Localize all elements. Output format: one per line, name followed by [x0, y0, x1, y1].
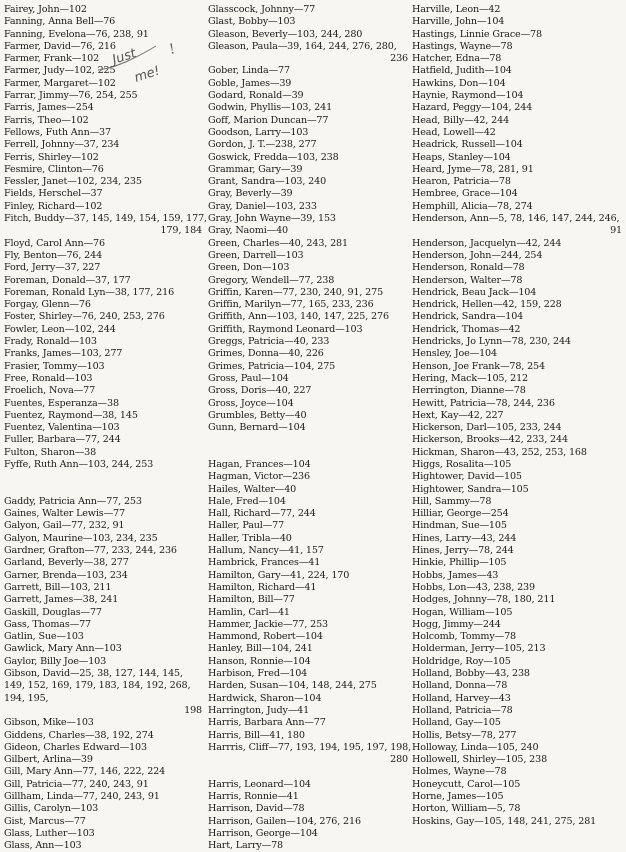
index-entry: Harris, Ronnie—41 [208, 791, 299, 802]
index-entry: Hines, Larry—43, 244 [412, 532, 517, 544]
index-entry: Foreman, Ronald Lyn—38, 177, 216 [4, 286, 175, 298]
index-entry: Goble, James—39 [208, 77, 292, 89]
index-column-1 [4, 4, 207, 852]
index-entry: Holland, Patricia—78 [412, 704, 513, 716]
index-entry: Gregory, Wendell—77, 238 [208, 274, 335, 286]
index-entry: Hazard, Peggy—104, 244 [412, 102, 533, 114]
index-entry: Henderson, John—244, 254 [412, 249, 543, 261]
index-entry: Harrison, George—104 [208, 827, 318, 839]
index-entry: Hardwick, Sharon—104 [208, 692, 322, 704]
index-entry: Harrington, Judy—41 [208, 704, 310, 716]
index-entry: Holland, Harvey—43 [412, 692, 511, 704]
index-entry: Heaps, Stanley—104 [412, 151, 511, 163]
index-entry-continuation: 179, 184 [160, 225, 202, 237]
index-entry: Glass, Luther—103 [4, 827, 95, 839]
index-entry: Hendrick, Beau Jack—104 [412, 286, 537, 298]
index-entry: Hering, Mack—105, 212 [412, 372, 529, 384]
index-entry-continuation: 91 [610, 225, 622, 237]
index-entry: Harrison, David—78 [208, 803, 305, 815]
index-entry: Fuentez, Raymond—38, 145 [4, 409, 138, 421]
index-entry: Gibson, David—25, 38, 127, 144, 145, 149, 152, 169, 179, 183, 184, 192, 268, 194, 195, [4, 668, 191, 704]
index-entry: Forgay, Glenn—76 [4, 299, 91, 311]
index-entry: Giddens, Charles—38, 192, 274 [4, 729, 154, 741]
index-entry: Godard, Ronald—39 [208, 90, 304, 102]
index-entry: Griffith, Ann—103, 140, 147, 225, 276 [208, 311, 389, 323]
index-entry: Holland, Gay—105 [412, 717, 501, 729]
index-entry: Hamilton, Gary—41, 224, 170 [208, 569, 350, 581]
annotation-text-1: Just [110, 46, 139, 68]
index-entry: Holderman, Jerry—105, 213 [412, 643, 546, 655]
index-entry: Hendrick, Sandra—104 [412, 311, 524, 323]
index-entry: Hendrick, Hellen—42, 159, 228 [412, 299, 562, 311]
index-entry: Henderson, Walter—78 [412, 274, 523, 286]
index-entry: Hatcher, Edna—78 [412, 53, 502, 65]
index-entry: Free, Ronald—103 [4, 372, 93, 384]
index-entry: Hanley, Bill—104, 241 [208, 643, 313, 655]
index-entry: Hill, Sammy—78 [412, 495, 492, 507]
index-entry: Grammar, Gary—39 [208, 163, 303, 175]
index-entry: Hagan, Frances—104 [208, 458, 311, 470]
index-entry: Franks, James—103, 277 [4, 348, 123, 360]
index-entry: Gaylor, Billy Joe—103 [4, 655, 107, 667]
index-entry: Hendricks, Jo Lynn—78, 230, 244 [412, 336, 571, 348]
index-entry: Goff, Marion Duncan—77 [208, 114, 329, 126]
index-entry: Holmes, Wayne—78 [412, 766, 507, 778]
index-entry: Farrar, Jimmy—76, 254, 255 [4, 90, 138, 102]
index-entry: Henson, Joe Frank—78, 254 [412, 360, 545, 372]
index-entry: Harris, Leonard—104 [208, 778, 311, 790]
index-entry: Farris, James—254 [4, 102, 94, 114]
index-entry: Gross, Paul—104 [208, 372, 289, 384]
index-entry: Gunn, Bernard—104 [208, 422, 306, 434]
index-column-3 [412, 4, 622, 828]
index-entry: Hammer, Jackie—77, 253 [208, 618, 328, 630]
index-entry: Hammond, Robert—104 [208, 631, 323, 643]
index-entry: Hobbs, Lon—43, 238, 239 [412, 581, 535, 593]
index-entry: Hearon, Patricia—78 [412, 176, 511, 188]
index-entry: Hext, Kay—42, 227 [412, 409, 504, 421]
index-entry: Ferrell, Johnny—37, 234 [4, 139, 120, 151]
index-entry: Horton, William—5, 78 [412, 803, 521, 815]
index-entry: Hagman, Victor—236 [208, 471, 310, 483]
index-entry: Harville, John—104 [412, 16, 505, 28]
index-entry: Fyffe, Ruth Ann—103, 244, 253 [4, 458, 154, 470]
index-entry: Hamilton, Richard—41 [208, 581, 317, 593]
index-entry: Gawlick, Mary Ann—103 [4, 643, 122, 655]
index-entry: Hindman, Sue—105 [412, 520, 507, 532]
index-entry: Haller, Paul—77 [208, 520, 285, 532]
index-entry: Gleason, Paula—39, 164, 244, 276, 280, [208, 40, 397, 52]
index-entry: Ford, Jerry—37, 227 [4, 262, 101, 274]
index-entry-continuation: 280 [390, 754, 408, 766]
index-entry: Fly, Benton—76, 244 [4, 249, 103, 261]
index-entry: Greggs, Patricia—40, 233 [208, 336, 330, 348]
index-entry: Gaines, Walter Lewis—77 [4, 508, 125, 520]
index-entry: Farmer, Frank—102 [4, 53, 100, 65]
index-entry: Gross, Joyce—104 [208, 397, 294, 409]
index-entry: Hogg, Jimmy—244 [412, 618, 501, 630]
index-entry: Gordon, J. T.—238, 277 [208, 139, 317, 151]
index-entry: Froelich, Nova—77 [4, 385, 96, 397]
index-entry: Hallum, Nancy—41, 157 [208, 545, 324, 557]
index-entry: Foster, Shirley—76, 240, 253, 276 [4, 311, 165, 323]
index-entry: Hemphill, Alicia—78, 274 [412, 200, 533, 212]
index-entry: Fitch, Buddy—37, 145, 149, 154, 159, 177, [4, 213, 207, 225]
index-entry: Honeycutt, Carol—105 [412, 778, 521, 790]
index-column-2 [208, 4, 411, 852]
index-entry: Green, Don—103 [208, 262, 290, 274]
index-entry: Hembree, Grace—104 [412, 188, 518, 200]
index-entry: Farmer, David—76, 216 [4, 40, 116, 52]
index-entry: Griffith, Raymond Leonard—103 [208, 323, 363, 335]
index-entry: Hewitt, Patricia—78, 244, 236 [412, 397, 555, 409]
index-entry: Fuentes, Esperanza—38 [4, 397, 119, 409]
index-entry: Garland, Beverly—38, 277 [4, 557, 129, 569]
index-entry: Fields, Herschel—37 [4, 188, 103, 200]
index-entry: Goswick, Fredda—103, 238 [208, 151, 339, 163]
index-entry: Garrett, Bill—103, 211 [4, 581, 112, 593]
index-entry: Hanson, Ronnie—104 [208, 655, 311, 667]
index-entry: Ferris, Shirley—102 [4, 151, 99, 163]
index-entry: Hall, Richard—77, 244 [208, 508, 316, 520]
index-entry: Hawkins, Don—104 [412, 77, 506, 89]
index-entry: Hastings, Wayne—78 [412, 40, 513, 52]
index-entry: Henderson, Ann—5, 78, 146, 147, 244, 246, [412, 213, 620, 225]
section-gap [208, 447, 408, 459]
index-entry: Finley, Richard—102 [4, 200, 103, 212]
index-entry: Hightower, Sandra—105 [412, 483, 529, 495]
index-entry: Haller, Tribla—40 [208, 532, 292, 544]
index-entry: Hodges, Johnny—78, 180, 211 [412, 594, 556, 606]
index-entry: Heard, Jyme—78, 281, 91 [412, 163, 534, 175]
index-entry: Hambrick, Frances—41 [208, 557, 321, 569]
index-entry: Fanning, Anna Bell—76 [4, 16, 116, 28]
index-entry: Henderson, Ronald—78 [412, 262, 525, 274]
index-entry: Harris, Bill—41, 180 [208, 729, 305, 741]
index-entry: Gray, Beverly—39 [208, 188, 293, 200]
index-entry: Hightower, David—105 [412, 471, 522, 483]
index-entry: Herrington, Dianne—78 [412, 385, 526, 397]
index-entry: Gilbert, Arlina—39 [4, 754, 93, 766]
section-gap [208, 766, 408, 778]
index-entry: Fessler, Janet—102, 234, 235 [4, 176, 142, 188]
index-entry: Glast, Bobby—103 [208, 16, 296, 28]
annotation-text-2: me! [132, 63, 162, 86]
index-entry: Garner, Brenda—103, 234 [4, 569, 128, 581]
index-entry: Hollis, Betsy—78, 277 [412, 729, 517, 741]
index-entry: Hart, Larry—78 [208, 840, 284, 852]
index-entry: Holland, Bobby—43, 238 [412, 668, 530, 680]
index-entry: Glasscock, Johnny—77 [208, 4, 316, 15]
index-entry: Griffin, Marilyn—77, 165, 233, 236 [208, 299, 374, 311]
section-gap [208, 434, 408, 446]
index-entry: Gatlin, Sue—103 [4, 631, 84, 643]
index-entry-continuation: 198 [184, 704, 202, 716]
index-entry: Harris, Barbara Ann—77 [208, 717, 326, 729]
index-entry: Hogan, William—105 [412, 606, 513, 618]
index-entry: Gober, Linda—77 [208, 65, 290, 77]
index-entry: Hollowell, Shirley—105, 238 [412, 754, 548, 766]
index-entry: Foreman, Donald—37, 177 [4, 274, 131, 286]
section-gap [4, 484, 202, 496]
index-entry: Hatfield, Judith—104 [412, 65, 512, 77]
index-entry: Holdridge, Roy—105 [412, 655, 511, 667]
index-entry: Hobbs, James—43 [412, 569, 499, 581]
index-entry: Holland, Donna—78 [412, 680, 508, 692]
index-entry: Hastings, Linnie Grace—78 [412, 28, 542, 40]
index-entry: Hamlin, Carl—41 [208, 606, 290, 618]
index-entry: Henderson, Jacquelyn—42, 244 [412, 237, 562, 249]
index-entry: Holloway, Linda—105, 240 [412, 741, 539, 753]
index-entry: Hale, Fred—104 [208, 495, 286, 507]
index-entry: Gill, Mary Ann—77, 146, 222, 224 [4, 766, 166, 778]
index-entry: Hilliar, George—254 [412, 508, 509, 520]
index-entry: Galyon, Gail—77, 232, 91 [4, 520, 125, 532]
index-entry: Gray, Naomi—40 [208, 225, 288, 237]
index-entry: Fairey, John—102 [4, 4, 87, 15]
index-entry: Hamilton, Bill—77 [208, 594, 295, 606]
index-entry: Glass, Ann—103 [4, 840, 82, 852]
index-entry: Gass, Thomas—77 [4, 618, 91, 630]
index-entry: Frady, Ronald—103 [4, 336, 97, 348]
index-entry: Gross, Doris—40, 227 [208, 385, 312, 397]
index-entry: Gaskill, Douglas—77 [4, 606, 102, 618]
index-entry: Grumbles, Betty—40 [208, 409, 307, 421]
index-entry: Gillis, Carolyn—103 [4, 803, 99, 815]
index-entry: Harrison, Gailen—104, 276, 216 [208, 815, 361, 827]
index-entry: Griffin, Karen—77, 230, 240, 91, 275 [208, 286, 384, 298]
index-entry: Fowler, Leon—102, 244 [4, 323, 116, 335]
index-entry: Hoskins, Gay—105, 148, 241, 275, 281 [412, 815, 597, 827]
index-entry: Higgs, Rosalita—105 [412, 458, 512, 470]
index-entry: Hickerson, Brooks—42, 233, 244 [412, 434, 568, 446]
index-entry: Headrick, Russell—104 [412, 139, 523, 151]
index-entry: Fuentez, Valentina—103 [4, 422, 120, 434]
index-entry: Head, Lowell—42 [412, 126, 496, 138]
index-entry-continuation: 236 [390, 53, 408, 65]
annotation-mark: ! [167, 41, 177, 58]
index-entry: Hensley, Joe—104 [412, 348, 497, 360]
index-entry: Harden, Susan—104, 148, 244, 275 [208, 680, 377, 692]
index-entry: Gist, Marcus—77 [4, 815, 86, 827]
index-entry: Fellows, Futh Ann—37 [4, 126, 111, 138]
index-entry: Fesmire, Clinton—76 [4, 163, 104, 175]
index-entry: Harville, Leon—42 [412, 4, 501, 15]
section-gap [4, 471, 202, 483]
index-entry: Horne, James—105 [412, 791, 504, 802]
index-entry: Godwin, Phyllis—103, 241 [208, 102, 333, 114]
index-entry: Grimes, Patricia—104, 275 [208, 360, 336, 372]
index-entry: Fulton, Sharon—38 [4, 446, 97, 458]
index-entry: Hinkie, Phillip—105 [412, 557, 507, 569]
index-entry: Grimes, Donna—40, 226 [208, 348, 324, 360]
index-entry: Gideon, Charles Edward—103 [4, 741, 147, 753]
index-entry: Garrett, James—38, 241 [4, 594, 119, 606]
index-entry: Floyd, Carol Ann—76 [4, 237, 105, 249]
index-entry: Galyon, Maurine—103, 234, 235 [4, 532, 158, 544]
index-entry: Farmer, Margaret—102 [4, 77, 116, 89]
index-entry: Goodson, Larry—103 [208, 126, 309, 138]
index-entry: Hines, Jerry—78, 244 [412, 545, 514, 557]
index-entry: Gill, Patricia—77, 240, 243, 91 [4, 778, 149, 790]
index-entry: Harbison, Fred—104 [208, 668, 308, 680]
index-entry: Hendrick, Thomas—42 [412, 323, 521, 335]
index-entry: Farmer, Judy—102, 225 [4, 65, 116, 77]
index-entry: Hailes, Walter—40 [208, 483, 297, 495]
index-entry: Hickerson, Darl—105, 233, 244 [412, 422, 562, 434]
index-entry: Gray, Daniel—103, 233 [208, 200, 317, 212]
index-entry: Gaddy, Patricia Ann—77, 253 [4, 495, 142, 507]
index-entry: Grant, Sandra—103, 240 [208, 176, 327, 188]
index-entry: Gillham, Linda—77, 240, 243, 91 [4, 791, 160, 802]
index-entry: Gray, John Wayne—39, 153 [208, 213, 336, 225]
index-entry: Farris, Theo—102 [4, 114, 89, 126]
index-entry: Haynie, Raymond—104 [412, 90, 524, 102]
index-entry: Hickman, Sharon—43, 252, 253, 168 [412, 446, 587, 458]
index-entry: Frasier, Tommy—103 [4, 360, 105, 372]
index-entry: Fanning, Evelona—76, 238, 91 [4, 28, 149, 40]
index-entry: Gibson, Mike—103 [4, 717, 94, 729]
index-entry: Head, Billy—42, 244 [412, 114, 510, 126]
index-entry: Harrris, Cliff—77, 193, 194, 195, 197, 198, [208, 741, 411, 753]
index-entry: Gleason, Beverly—103, 244, 280 [208, 28, 363, 40]
index-entry: Green, Charles—40, 243, 281 [208, 237, 348, 249]
index-entry: Green, Darrell—103 [208, 249, 304, 261]
index-entry: Holcomb, Tommy—78 [412, 631, 516, 643]
index-entry: Gardner, Grafton—77, 233, 244, 236 [4, 545, 177, 557]
index-entry: Fuller, Barbara—77, 244 [4, 434, 121, 446]
